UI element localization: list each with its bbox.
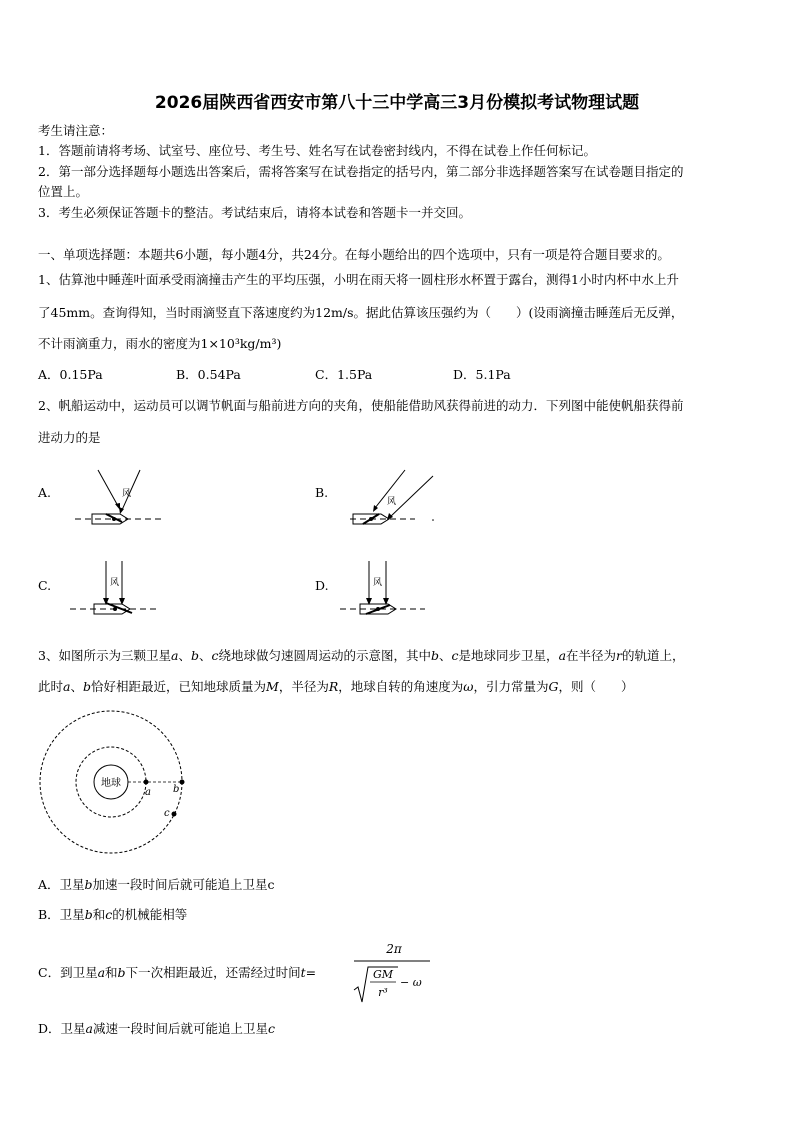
formula-minus-omega: − ω [400, 976, 422, 989]
notice-item-1: 1．答题前请将考场、试室号、座位号、考生号、姓名写在试卷密封线内，不得在试卷上作任何标记。 [38, 143, 596, 158]
formula-numerator: 2π [386, 942, 402, 956]
q1-line-2: 了45mm。查询得知，当时雨滴竖直下落速度约为12m/s。据此估算该压强约为（ ）(设雨滴撞击睡莲后无反弹， [38, 305, 684, 320]
label-b: b [173, 784, 180, 795]
earth-label: 地球 [101, 778, 121, 789]
notice-heading: 考生请注意： [38, 123, 114, 138]
section-heading: 一、单项选择题：本题共6小题，每小题4分，共24分。在每小题给出的四个选项中，只有一项是符合题目要求的。 [38, 247, 670, 262]
wind-label-b: 风 [387, 497, 397, 507]
sailboat-diagram-d [340, 555, 440, 625]
wind-label-a: 风 [122, 489, 132, 499]
page-title: 2026届陕西省西安市第八十三中学高三3月份模拟考试物理试题 [154, 93, 640, 113]
q3-option-a: A．卫星b加速一段时间后就可能追上卫星c [38, 877, 275, 892]
notice-item-2: 2．第一部分选择题每小题选出答案后，需将答案写在试卷指定的括号内，第二部分非选择题答案写在试卷题目指定的 [38, 164, 684, 179]
q1-option-d: D．5.1Pa [453, 367, 511, 382]
q3-option-d: D．卫星a减速一段时间后就可能追上卫星c [38, 1021, 276, 1036]
q1-option-a: A．0.15Pa [38, 367, 103, 382]
q3-option-b: B．卫星b和c的机械能相等 [38, 907, 188, 922]
q2-label-b: B. [315, 485, 329, 500]
notice-item-2-cont: 位置上。 [38, 184, 89, 199]
q2-line-2: 进动力的是 [38, 430, 101, 445]
q1-line-1: 1、估算池中睡莲叶面承受雨滴撞击产生的平均压强，小明在雨天将一圆柱形水杯置于露台，测得1小时内杯中水上升 [38, 272, 679, 287]
wind-label-d: 风 [373, 578, 383, 588]
formula-time [350, 940, 430, 1006]
q3-option-c: C．到卫星a和b下一次相距最近，还需经过时间t= [38, 965, 317, 980]
q3-line-2: 此时a、b恰好相距最近，已知地球质量为M，半径为R，地球自转的角速度为ω，引力常量为G，则（ ） [38, 679, 634, 694]
satellite-a [144, 780, 149, 785]
satellite-b [180, 780, 185, 785]
notice-item-3: 3．考生必须保证答题卡的整洁。考试结束后，请将本试卷和答题卡一并交回。 [38, 205, 471, 220]
label-a: a [145, 787, 151, 798]
q2-label-a: A. [38, 485, 52, 500]
satellite-orbit-diagram [38, 708, 188, 863]
formula-gm: GM [372, 968, 394, 981]
q2-line-1: 2、帆船运动中，运动员可以调节帆面与船前进方向的夹角，使船能借助风获得前进的动力．下列图中能使帆船获得前 [38, 398, 684, 413]
q3-line-1: 3、如图所示为三颗卫星a、b、c绕地球做匀速圆周运动的示意图，其中b、c是地球同步卫星，a在半径为r的轨道上， [38, 648, 685, 663]
sailboat-diagram-b [345, 462, 445, 532]
sailboat-diagram-a [70, 462, 180, 532]
q1-line-3: 不计雨滴重力，雨水的密度为1×10³kg/m³) [38, 336, 282, 351]
q1-option-c: C．1.5Pa [315, 367, 373, 382]
label-c: c [164, 808, 170, 819]
q2-label-d: D. [315, 578, 329, 593]
satellite-c [172, 812, 177, 817]
wind-label-c: 风 [110, 578, 120, 588]
formula-r3: r³ [378, 986, 388, 999]
q1-option-b: B．0.54Pa [176, 367, 241, 382]
q2-label-c: C. [38, 578, 52, 593]
sailboat-diagram-c [70, 555, 170, 625]
